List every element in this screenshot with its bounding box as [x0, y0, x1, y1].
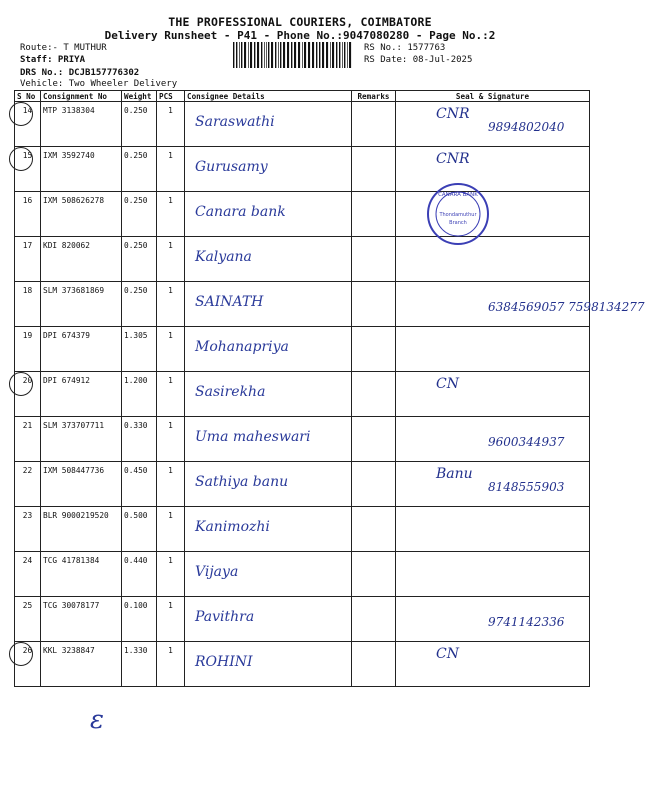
circle-mark	[9, 372, 33, 396]
col-seal-signature: Seal & Signature	[396, 91, 590, 102]
signature-mark: CN	[436, 376, 459, 392]
cell-pcs: 1	[157, 282, 185, 327]
consignee-handwriting: Saraswathi	[195, 114, 275, 130]
cell-pcs: 1	[157, 102, 185, 147]
cell-sno	[15, 147, 41, 192]
cell-remarks	[352, 102, 396, 147]
cell-consignment: TCG 41781384	[41, 552, 122, 597]
cell-weight: 1.200	[122, 372, 157, 417]
table-row	[15, 507, 590, 552]
cell-consignee	[185, 597, 352, 642]
cell-pcs: 1	[157, 507, 185, 552]
consignee-handwriting: Uma maheswari	[195, 429, 311, 445]
row-sno: 16	[22, 196, 33, 205]
cell-signature	[396, 372, 590, 417]
circle-mark	[9, 147, 33, 171]
row-sno: 24	[22, 556, 33, 565]
table-row	[15, 417, 590, 462]
cell-weight: 0.250	[122, 192, 157, 237]
cell-remarks	[352, 552, 396, 597]
table-row	[15, 372, 590, 417]
col-pcs: PCS	[157, 91, 185, 102]
cell-weight: 0.500	[122, 507, 157, 552]
table-row	[15, 147, 590, 192]
cell-sno	[15, 282, 41, 327]
cell-consignee	[185, 507, 352, 552]
cell-consignee	[185, 237, 352, 282]
cell-remarks	[352, 327, 396, 372]
cell-signature	[396, 507, 590, 552]
cell-signature	[396, 597, 590, 642]
cell-pcs: 1	[157, 147, 185, 192]
cell-remarks	[352, 237, 396, 282]
cell-sno	[15, 507, 41, 552]
consignee-handwriting: Pavithra	[195, 609, 255, 625]
table-row	[15, 597, 590, 642]
cell-signature	[396, 642, 590, 687]
rs-date: RS Date: 08-Jul-2025	[364, 55, 473, 65]
row-sno: 20	[22, 376, 33, 385]
row-sno: 22	[22, 466, 33, 475]
table-row	[15, 192, 590, 237]
cell-consignment: TCG 30078177	[41, 597, 122, 642]
cell-remarks	[352, 192, 396, 237]
phone-number: 9894802040	[488, 120, 565, 134]
cell-consignment: SLM 373707711	[41, 417, 122, 462]
consignee-handwriting: Sasirekha	[195, 384, 266, 400]
cell-remarks	[352, 507, 396, 552]
cell-weight: 0.440	[122, 552, 157, 597]
consignee-handwriting: Gurusamy	[195, 159, 268, 175]
phone-number: 6384569057 7598134277	[488, 300, 645, 314]
cell-pcs: 1	[157, 462, 185, 507]
cell-consignee	[185, 462, 352, 507]
cell-consignment: BLR 9000219520	[41, 507, 122, 552]
svg-text:CANARA BANK: CANARA BANK	[438, 192, 478, 198]
barcode-image	[232, 42, 354, 68]
cell-signature	[396, 462, 590, 507]
table-row	[15, 327, 590, 372]
row-sno: 14	[22, 106, 33, 115]
consignee-handwriting: Canara bank	[195, 204, 286, 220]
cell-sno	[15, 102, 41, 147]
cell-remarks	[352, 597, 396, 642]
cell-pcs: 1	[157, 372, 185, 417]
cell-consignment: KKL 3238847	[41, 642, 122, 687]
signature-mark: CN	[436, 646, 459, 662]
cell-sno	[15, 552, 41, 597]
cell-consignee	[185, 102, 352, 147]
consignee-handwriting: ROHINI	[195, 654, 253, 670]
cell-consignee	[185, 147, 352, 192]
cell-consignment: SLM 373681869	[41, 282, 122, 327]
cell-sno	[15, 192, 41, 237]
row-sno: 21	[22, 421, 33, 430]
staff-label: Staff: PRIYA	[20, 55, 86, 65]
cell-pcs: 1	[157, 417, 185, 462]
cell-consignment: KDI 820062	[41, 237, 122, 282]
cell-consignment: DPI 674912	[41, 372, 122, 417]
cell-consignee	[185, 282, 352, 327]
col-sno: S No	[15, 91, 41, 102]
cell-remarks	[352, 372, 396, 417]
col-remarks: Remarks	[352, 91, 396, 102]
cell-remarks	[352, 282, 396, 327]
drs-number: DRS No.: DCJB157776302	[20, 68, 140, 78]
vehicle-label: Vehicle: Two Wheeler Delivery	[20, 79, 178, 89]
route-label: Route:- T MUTHUR	[20, 43, 107, 53]
cell-weight: 0.250	[122, 102, 157, 147]
cell-consignment: IXM 508626278	[41, 192, 122, 237]
cell-consignment: IXM 508447736	[41, 462, 122, 507]
phone-number: 9600344937	[488, 435, 565, 449]
cell-signature	[396, 552, 590, 597]
col-consignee: Consignee Details	[185, 91, 352, 102]
svg-text:Thondamuthur: Thondamuthur	[439, 212, 477, 218]
circle-mark	[9, 102, 33, 126]
table-row	[15, 282, 590, 327]
cell-consignee	[185, 372, 352, 417]
consignee-handwriting: Kalyana	[195, 249, 252, 265]
row-sno: 25	[22, 601, 33, 610]
row-sno: 26	[22, 646, 33, 655]
cell-weight: 0.450	[122, 462, 157, 507]
cell-consignee	[185, 327, 352, 372]
cell-consignee	[185, 642, 352, 687]
canara-bank-seal	[426, 182, 490, 246]
phone-number: 9741142336	[488, 615, 565, 629]
cell-remarks	[352, 417, 396, 462]
signature-mark: CNR	[436, 106, 470, 122]
cell-pcs: 1	[157, 237, 185, 282]
cell-pcs: 1	[157, 642, 185, 687]
cell-sno	[15, 372, 41, 417]
consignee-handwriting: Kanimozhi	[195, 519, 270, 535]
col-consignment: Consignment No	[41, 91, 122, 102]
cell-sno	[15, 417, 41, 462]
circle-mark	[9, 642, 33, 666]
cell-signature	[396, 282, 645, 327]
table-row	[15, 462, 590, 507]
cell-signature	[396, 237, 590, 282]
consignee-handwriting: Vijaya	[195, 564, 239, 580]
table-row	[15, 642, 590, 687]
cell-consignment: IXM 3592740	[41, 147, 122, 192]
cell-weight: 0.250	[122, 237, 157, 282]
cell-consignment: MTP 3138304	[41, 102, 122, 147]
cell-pcs: 1	[157, 552, 185, 597]
phone-number: 8148555903	[488, 480, 565, 494]
cell-remarks	[352, 147, 396, 192]
cell-weight: 0.250	[122, 282, 157, 327]
col-weight: Weight	[122, 91, 157, 102]
cell-signature	[396, 102, 590, 147]
cell-sno	[15, 237, 41, 282]
row-sno: 19	[22, 331, 33, 340]
cell-sno	[15, 462, 41, 507]
cell-weight: 1.305	[122, 327, 157, 372]
row-sno: 15	[22, 151, 33, 160]
cell-signature	[396, 192, 590, 237]
row-sno: 17	[22, 241, 33, 250]
table-header-row	[15, 91, 590, 102]
page-title: THE PROFESSIONAL COURIERS, COIMBATORE	[168, 15, 432, 29]
cell-weight: 0.250	[122, 147, 157, 192]
table-row	[15, 552, 590, 597]
page-subtitle: Delivery Runsheet - P41 - Phone No.:9047080280 - Page No.:2	[104, 29, 496, 42]
cell-pcs: 1	[157, 192, 185, 237]
pen-scribble: ε	[90, 705, 104, 735]
cell-signature	[396, 327, 590, 372]
row-sno: 18	[22, 286, 33, 295]
cell-consignee	[185, 192, 352, 237]
cell-weight: 0.330	[122, 417, 157, 462]
svg-text:Branch: Branch	[449, 220, 467, 226]
cell-sno	[15, 327, 41, 372]
cell-pcs: 1	[157, 597, 185, 642]
cell-signature	[396, 147, 590, 192]
row-sno: 23	[22, 511, 33, 520]
cell-weight: 0.100	[122, 597, 157, 642]
cell-pcs: 1	[157, 327, 185, 372]
runsheet-table	[14, 90, 645, 687]
cell-consignee	[185, 552, 352, 597]
table-row	[15, 237, 590, 282]
cell-sno	[15, 642, 41, 687]
cell-sno	[15, 597, 41, 642]
consignee-handwriting: SAINATH	[195, 294, 264, 310]
cell-remarks	[352, 642, 396, 687]
consignee-handwriting: Sathiya banu	[195, 474, 289, 490]
consignee-handwriting: Mohanapriya	[195, 339, 289, 355]
cell-consignee	[185, 417, 352, 462]
signature-mark: Banu	[436, 466, 473, 482]
signature-mark: CNR	[436, 151, 470, 167]
cell-remarks	[352, 462, 396, 507]
cell-signature	[396, 417, 590, 462]
cell-consignment: DPI 674379	[41, 327, 122, 372]
table-row	[15, 102, 590, 147]
rs-number: RS No.: 1577763	[364, 43, 446, 53]
cell-weight: 1.330	[122, 642, 157, 687]
